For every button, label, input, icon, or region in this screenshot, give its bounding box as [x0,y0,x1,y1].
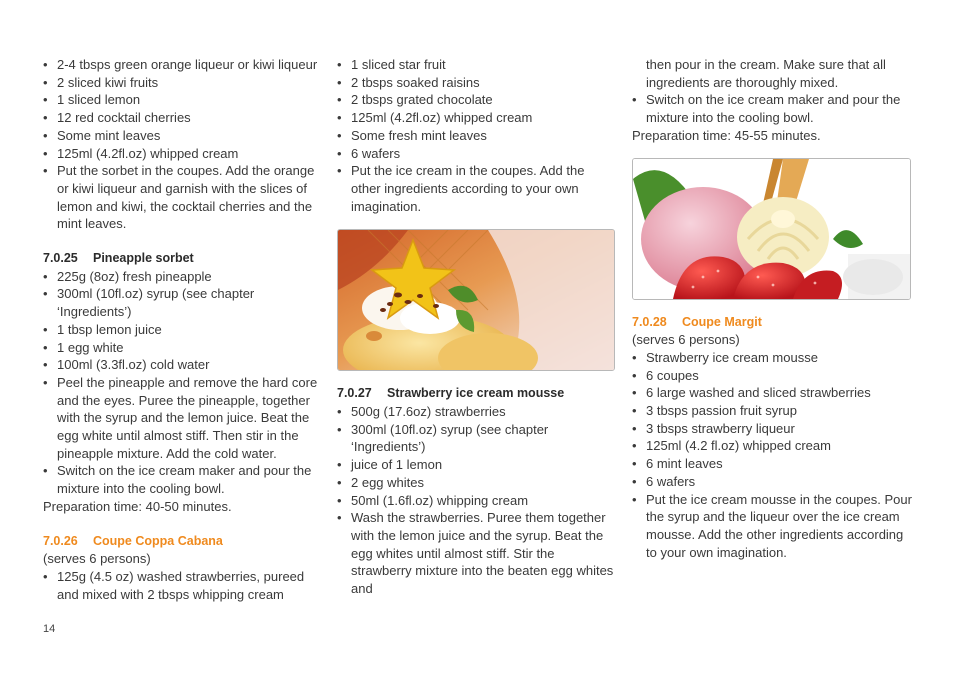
list-item: • 6 mint leaves [632,455,912,473]
list-item: • 125ml (4.2 fl.oz) whipped cream [632,437,912,455]
list-item: • 225g (8oz) fresh pineapple [43,268,323,286]
recipe-number: 7.0.26 [43,533,78,548]
photo-ice-cream-star-fruit [337,229,615,371]
list-item: • 100ml (3.3fl.oz) cold water [43,356,323,374]
recipe-heading-coupe-margit [632,314,912,332]
ingredient-list-margit [632,349,912,561]
list-item: • Put the sorbet in the coupes. Add the orange or kiwi liqueur and garnish with the slices of lemon and kiwi, the cocktail cherries and the mint leaves. [43,162,323,233]
page-number: 14 [43,623,56,635]
serves-note: (serves 6 persons) [632,332,740,348]
recipe-title: Coupe Coppa Cabana [93,533,223,548]
list-item: • 6 wafers [632,473,912,491]
list-item: • 50ml (1.6fl.oz) whipping cream [337,492,617,510]
list-item: • 2-4 tbsps green orange liqueur or kiwi liqueur [43,56,323,74]
column-left [43,56,323,603]
column-middle [337,56,617,598]
recipe-number: 7.0.25 [43,251,78,266]
ingredient-list-continued [43,56,323,233]
instruction-continued: then pour in the cream. Make sure that all ingredients are thoroughly mixed. [646,57,886,90]
list-item: • 1 egg white [43,339,323,357]
list-item: • 125g (4.5 oz) washed strawberries, pureed and mixed with 2 tbsps whipping cream [43,568,323,603]
list-item: • juice of 1 lemon [337,456,617,474]
list-item: • 6 wafers [337,145,617,163]
list-item: • 1 tbsp lemon juice [43,321,323,339]
list-item: • Switch on the ice cream maker and pour the mixture into the cooling bowl. [43,462,323,497]
list-item: • 3 tbsps strawberry liqueur [632,420,912,438]
list-item: • Some mint leaves [43,127,323,145]
list-item: • Put the ice cream in the coupes. Add the other ingredients according to your own imagination. [337,162,617,215]
preparation-time: Preparation time: 45-55 minutes. [632,127,821,143]
ingredient-list-mousse [337,403,617,598]
list-item: • Switch on the ice cream maker and pour the mixture into the cooling bowl. [632,91,912,126]
list-item: • 2 sliced kiwi fruits [43,74,323,92]
list-item: • Wash the strawberries. Puree them together with the lemon juice and the syrup. Beat the egg whites until almost stiff. Stir the strawberry mixture into the beaten egg whites and [337,509,617,598]
strawberry-mousse-image [633,159,910,299]
recipe-title: Strawberry ice cream mousse [387,386,565,401]
list-item: • 1 sliced lemon [43,91,323,109]
list-item: • 3 tbsps passion fruit syrup [632,402,912,420]
list-item: • 125ml (4.2fl.oz) whipped cream [43,145,323,163]
list-item: • 300ml (10fl.oz) syrup (see chapter ‘Ingredients’) [337,421,617,456]
list-item: • 300ml (10fl.oz) syrup (see chapter ‘Ingredients’) [43,285,323,320]
photo-strawberry-mousse [632,158,911,300]
ingredient-list-coppa [43,568,323,603]
list-item: • 12 red cocktail cherries [43,109,323,127]
ingredient-list-pineapple [43,268,323,498]
ingredient-list-coppa-continued [337,56,617,215]
list-item: • Put the ice cream mousse in the coupes. Pour the syrup and the liqueur over the ice cream mousse. Add the other ingredients according to your own imagination. [632,491,912,562]
list-item: • 2 egg whites [337,474,617,492]
list-item: • 6 large washed and sliced strawberries [632,384,912,402]
preparation-time: Preparation time: 40-50 minutes. [43,498,232,514]
recipe-heading-coupe-coppa-cabana [43,533,323,551]
recipe-heading-pineapple-sorbet [43,250,323,268]
recipe-heading-strawberry-mousse [337,385,617,403]
list-item: • Peel the pineapple and remove the hard core and the eyes. Puree the pineapple, together with the syrup and the lemon juice. Beat the egg white until almost stiff. Then stir in the pineapple mixture. Add the cold water. [43,374,323,463]
list-item: • 125ml (4.2fl.oz) whipped cream [337,109,617,127]
column-right [632,56,912,561]
instruction-list [632,91,912,126]
list-item: • Strawberry ice cream mousse [632,349,912,367]
list-item: • Some fresh mint leaves [337,127,617,145]
serves-note: (serves 6 persons) [43,551,151,567]
list-item: • 2 tbsps soaked raisins [337,74,617,92]
list-item: • 500g (17.6oz) strawberries [337,403,617,421]
recipe-title: Coupe Margit [682,314,762,329]
ice-cream-star-fruit-image [338,230,614,370]
recipe-title: Pineapple sorbet [93,251,194,266]
list-item: • 6 coupes [632,367,912,385]
list-item: • 2 tbsps grated chocolate [337,91,617,109]
list-item: • 1 sliced star fruit [337,56,617,74]
recipe-number: 7.0.27 [337,386,372,401]
recipe-number: 7.0.28 [632,314,667,329]
